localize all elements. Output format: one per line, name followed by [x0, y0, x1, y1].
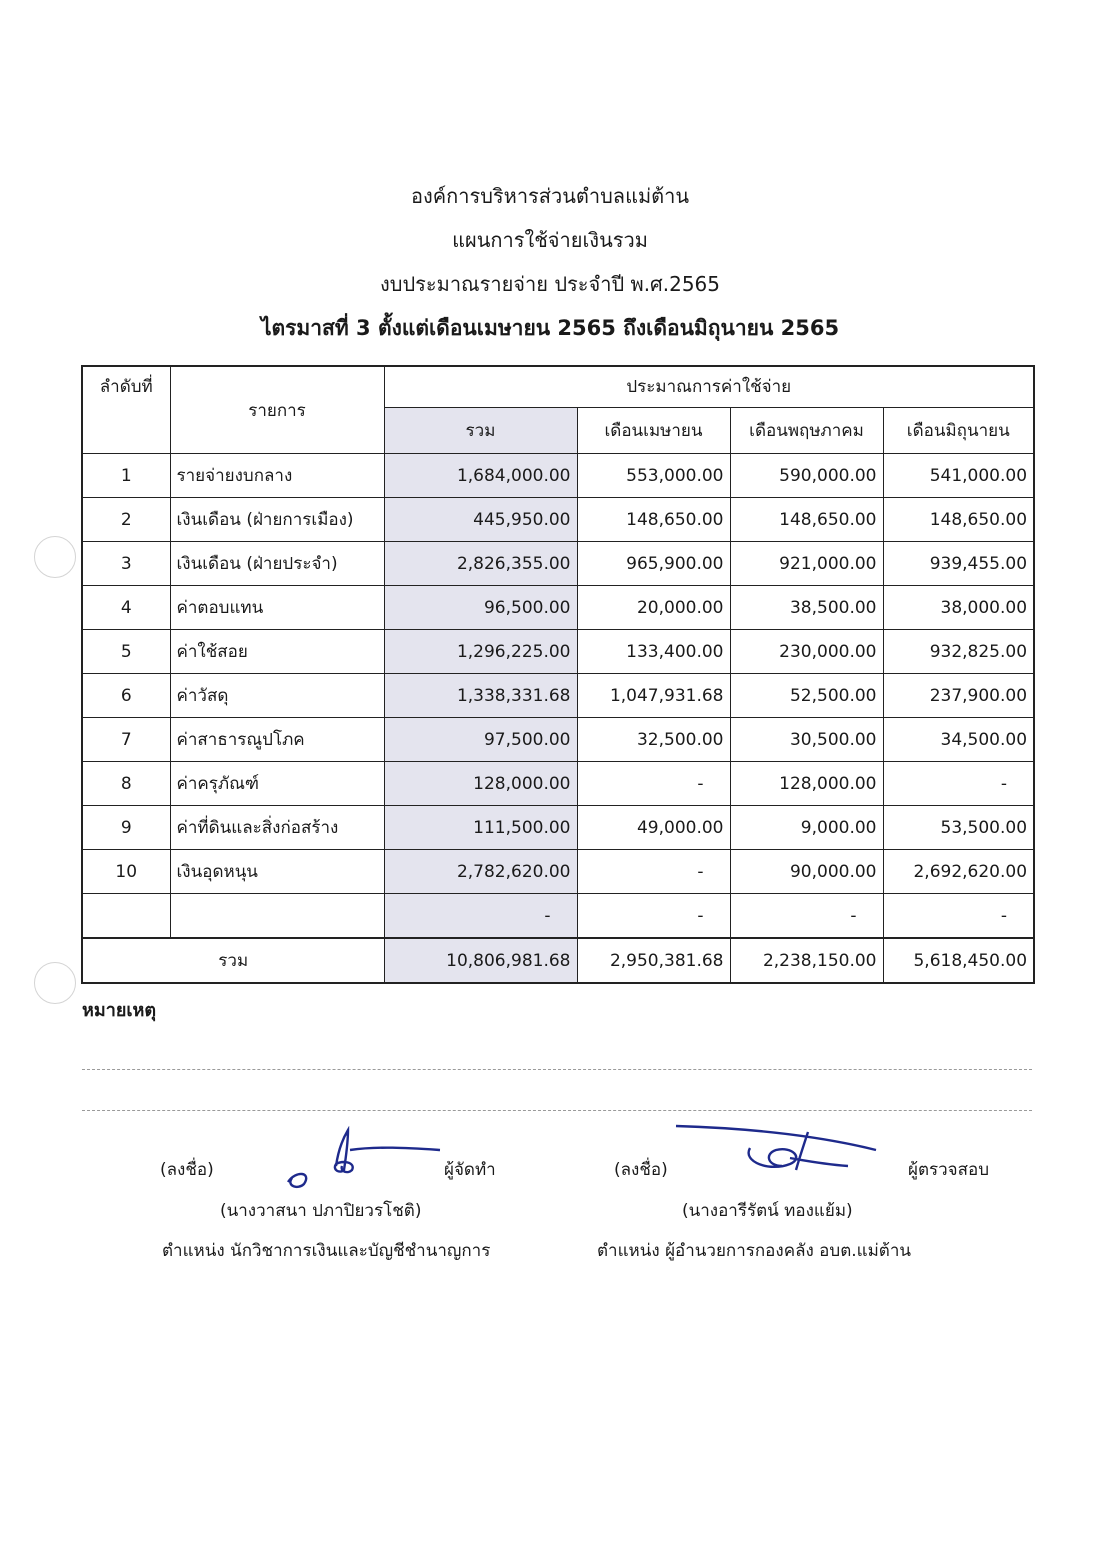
row-april: 1,047,931.68 — [577, 674, 730, 718]
row-april: 32,500.00 — [577, 718, 730, 762]
row-june: 148,650.00 — [883, 498, 1034, 542]
header-item: รายการ — [170, 366, 384, 454]
row-june: 932,825.00 — [883, 630, 1034, 674]
row-no — [82, 894, 170, 939]
total-june: 5,618,450.00 — [883, 938, 1034, 983]
total-may: 2,238,150.00 — [730, 938, 883, 983]
row-april: - — [577, 894, 730, 939]
row-june: 2,692,620.00 — [883, 850, 1034, 894]
row-may: 921,000.00 — [730, 542, 883, 586]
checker-signature — [672, 1120, 882, 1180]
checker-role: ผู้ตรวจสอบ — [908, 1160, 990, 1180]
note-line — [82, 1069, 1032, 1070]
row-april: 20,000.00 — [577, 586, 730, 630]
table-row — [82, 454, 1034, 498]
row-total: 445,950.00 — [384, 498, 577, 542]
row-may: 90,000.00 — [730, 850, 883, 894]
row-no: 4 — [82, 586, 170, 630]
preparer-position: ตำแหน่ง นักวิชาการเงินและบัญชีชำนาญการ — [162, 1241, 491, 1261]
row-no: 9 — [82, 806, 170, 850]
note-line — [82, 1110, 1032, 1111]
row-june: - — [883, 762, 1034, 806]
row-april: 148,650.00 — [577, 498, 730, 542]
row-item — [170, 894, 384, 939]
row-item: ค่าตอบแทน — [170, 586, 384, 630]
table-row — [82, 498, 1034, 542]
row-item: เงินเดือน (ฝ่ายการเมือง) — [170, 498, 384, 542]
checker-name: (นางอารีรัตน์ ทองแย้ม) — [682, 1201, 853, 1221]
row-total: 111,500.00 — [384, 806, 577, 850]
row-item: ค่าที่ดินและสิ่งก่อสร้าง — [170, 806, 384, 850]
row-june: - — [883, 894, 1034, 939]
table-row — [82, 762, 1034, 806]
row-april: 553,000.00 — [577, 454, 730, 498]
grand-total: 10,806,981.68 — [384, 938, 577, 983]
row-june: 38,000.00 — [883, 586, 1034, 630]
table-row — [82, 674, 1034, 718]
row-april: - — [577, 850, 730, 894]
plan-title: แผนการใช้จ่ายเงินรวม — [452, 228, 648, 252]
row-june: 541,000.00 — [883, 454, 1034, 498]
table-row — [82, 718, 1034, 762]
row-may: 30,500.00 — [730, 718, 883, 762]
row-item: รายจ่ายงบกลาง — [170, 454, 384, 498]
total-label: รวม — [82, 938, 384, 983]
row-item: ค่าครุภัณฑ์ — [170, 762, 384, 806]
row-total: 1,296,225.00 — [384, 630, 577, 674]
table-row — [82, 894, 1034, 939]
row-april: 49,000.00 — [577, 806, 730, 850]
row-total: 1,684,000.00 — [384, 454, 577, 498]
row-item: เงินอุดหนุน — [170, 850, 384, 894]
row-no: 7 — [82, 718, 170, 762]
row-total: 128,000.00 — [384, 762, 577, 806]
row-no: 8 — [82, 762, 170, 806]
row-april: 965,900.00 — [577, 542, 730, 586]
row-total: 96,500.00 — [384, 586, 577, 630]
row-no: 3 — [82, 542, 170, 586]
preparer-sign-prefix: (ลงชื่อ) — [160, 1160, 214, 1180]
header-total: รวม — [384, 407, 577, 453]
row-may: 230,000.00 — [730, 630, 883, 674]
header-april: เดือนเมษายน — [577, 407, 730, 453]
table-row — [82, 542, 1034, 586]
row-june: 34,500.00 — [883, 718, 1034, 762]
row-total: 97,500.00 — [384, 718, 577, 762]
row-total: 1,338,331.68 — [384, 674, 577, 718]
checker-position: ตำแหน่ง ผู้อำนวยการกองคลัง อบต.แม่ต้าน — [597, 1241, 912, 1261]
total-row — [82, 938, 1034, 983]
row-item: เงินเดือน (ฝ่ายประจำ) — [170, 542, 384, 586]
table-row — [82, 586, 1034, 630]
row-no: 5 — [82, 630, 170, 674]
preparer-role: ผู้จัดทำ — [444, 1160, 496, 1180]
row-may: 590,000.00 — [730, 454, 883, 498]
row-item: ค่าสาธารณูปโภค — [170, 718, 384, 762]
total-april: 2,950,381.68 — [577, 938, 730, 983]
preparer-signature — [278, 1126, 448, 1196]
row-june: 939,455.00 — [883, 542, 1034, 586]
row-no: 2 — [82, 498, 170, 542]
checker-sign-prefix: (ลงชื่อ) — [614, 1160, 668, 1180]
budget-table — [81, 365, 1035, 984]
row-item: ค่าวัสดุ — [170, 674, 384, 718]
row-april: - — [577, 762, 730, 806]
header-may: เดือนพฤษภาคม — [730, 407, 883, 453]
row-total: - — [384, 894, 577, 939]
document-header — [0, 176, 1100, 352]
row-total: 2,782,620.00 — [384, 850, 577, 894]
quarter-period: ไตรมาสที่ 3 ตั้งแต่เดือนเมษายน 2565 ถึงเดือนมิถุนายน 2565 — [260, 316, 840, 340]
table-row — [82, 806, 1034, 850]
header-no: ลำดับที่ — [82, 366, 170, 454]
organization-name: องค์การบริหารส่วนตำบลแม่ต้าน — [410, 184, 690, 208]
row-total: 2,826,355.00 — [384, 542, 577, 586]
punch-hole — [34, 962, 76, 1004]
row-may: 52,500.00 — [730, 674, 883, 718]
row-april: 133,400.00 — [577, 630, 730, 674]
header-june: เดือนมิถุนายน — [883, 407, 1034, 453]
table-row — [82, 850, 1034, 894]
notes-label: หมายเหตุ — [82, 1000, 157, 1021]
table-row — [82, 630, 1034, 674]
row-item: ค่าใช้สอย — [170, 630, 384, 674]
row-may: 38,500.00 — [730, 586, 883, 630]
row-june: 53,500.00 — [883, 806, 1034, 850]
budget-year: งบประมาณรายจ่าย ประจำปี พ.ศ.2565 — [380, 272, 720, 296]
row-no: 1 — [82, 454, 170, 498]
row-may: 128,000.00 — [730, 762, 883, 806]
row-no: 10 — [82, 850, 170, 894]
row-may: - — [730, 894, 883, 939]
row-no: 6 — [82, 674, 170, 718]
row-may: 9,000.00 — [730, 806, 883, 850]
punch-hole — [34, 536, 76, 578]
header-estimate: ประมาณการค่าใช้จ่าย — [384, 366, 1034, 407]
preparer-name: (นางวาสนา ปภาปิยวรโชติ) — [220, 1201, 422, 1221]
row-may: 148,650.00 — [730, 498, 883, 542]
row-june: 237,900.00 — [883, 674, 1034, 718]
